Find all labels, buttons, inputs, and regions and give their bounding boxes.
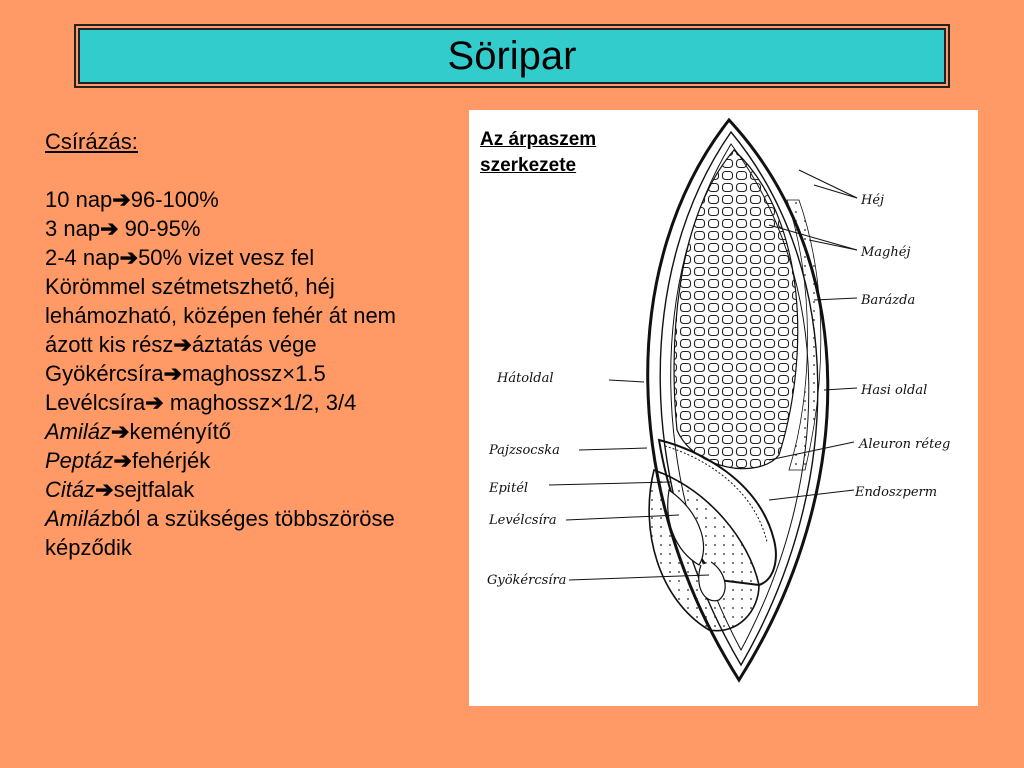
label-hej: Héj <box>861 193 885 208</box>
line-text: sejtfalak <box>113 477 195 502</box>
label-barazda: Barázda <box>861 293 916 308</box>
arrow-icon: ➔ <box>112 187 131 212</box>
line-text: ból a szükséges többszöröse képződik <box>45 506 395 560</box>
title-frame <box>74 24 950 88</box>
line-text: 2-4 nap <box>45 245 120 270</box>
barley-grain-figure <box>469 110 978 706</box>
title-box <box>78 28 946 84</box>
arrow-icon: ➔ <box>163 361 183 386</box>
enzyme-name: Citáz <box>45 477 96 502</box>
arrow-icon: ➔ <box>100 216 119 241</box>
label-pajzsocska: Pajzsocska <box>489 443 560 458</box>
text-line-amilaz <box>45 417 445 446</box>
text-line-gyokercsira <box>45 359 445 388</box>
label-endoszperm: Endoszperm <box>855 485 938 500</box>
label-maghej: Maghéj <box>861 245 911 260</box>
text-line-2-4-nap <box>45 243 445 272</box>
line-text: áztatás vége <box>191 332 317 357</box>
arrow-icon: ➔ <box>111 419 130 444</box>
caption-line-1: Az árpaszem <box>480 129 597 150</box>
line-text: 96-100% <box>130 187 219 212</box>
text-column <box>45 127 445 562</box>
text-paragraph-korommel <box>45 272 445 359</box>
enzyme-name: Peptáz <box>45 448 114 473</box>
line-text: Körömmel szétmetszhető, héj lehámozható, középen fehér át nem ázott kis rész <box>45 274 397 357</box>
arrow-icon: ➔ <box>95 477 114 502</box>
line-text: Levélcsíra <box>45 390 146 415</box>
arrow-icon: ➔ <box>145 390 164 415</box>
text-paragraph-levelcsira <box>45 388 445 417</box>
text-line-peptaz <box>45 446 445 475</box>
figure-caption <box>480 127 596 179</box>
enzyme-name: Amiláz <box>45 506 112 531</box>
section-heading: Csírázás: <box>45 129 138 154</box>
line-text: 90-95% <box>118 216 201 241</box>
arrow-icon: ➔ <box>119 245 139 270</box>
slide-title: Söripar <box>447 33 577 78</box>
label-hatoldal: Hátoldal <box>497 371 554 386</box>
arrow-icon: ➔ <box>113 448 132 473</box>
caption-line-2: szerkezete <box>480 155 577 176</box>
line-text: fehérjék <box>131 448 211 473</box>
line-text: maghossz×1.5 <box>182 361 326 386</box>
line-text: 50% vizet vesz fel <box>138 245 315 270</box>
line-text: Gyökércsíra <box>45 361 164 386</box>
barley-grain-diagram <box>469 110 978 706</box>
arrow-icon: ➔ <box>173 332 192 357</box>
line-text: 10 nap <box>45 187 113 212</box>
line-text: maghossz×1/2, 3/4 <box>163 390 357 415</box>
label-epitel: Epitél <box>489 481 529 496</box>
text-line-citaz <box>45 475 445 504</box>
text-line-3-nap <box>45 214 445 243</box>
label-levelcsira: Levélcsíra <box>489 513 557 528</box>
label-aleuron: Aleuron réteg <box>859 437 951 452</box>
enzyme-name: Amiláz <box>45 419 112 444</box>
label-gyokercsira: Gyökércsíra <box>487 573 567 588</box>
line-text: 3 nap <box>45 216 101 241</box>
line-text: keményítő <box>129 419 231 444</box>
label-hasi-oldal: Hasi oldal <box>861 383 928 398</box>
text-line-10-nap <box>45 185 445 214</box>
text-paragraph-amilazbol <box>45 504 445 562</box>
